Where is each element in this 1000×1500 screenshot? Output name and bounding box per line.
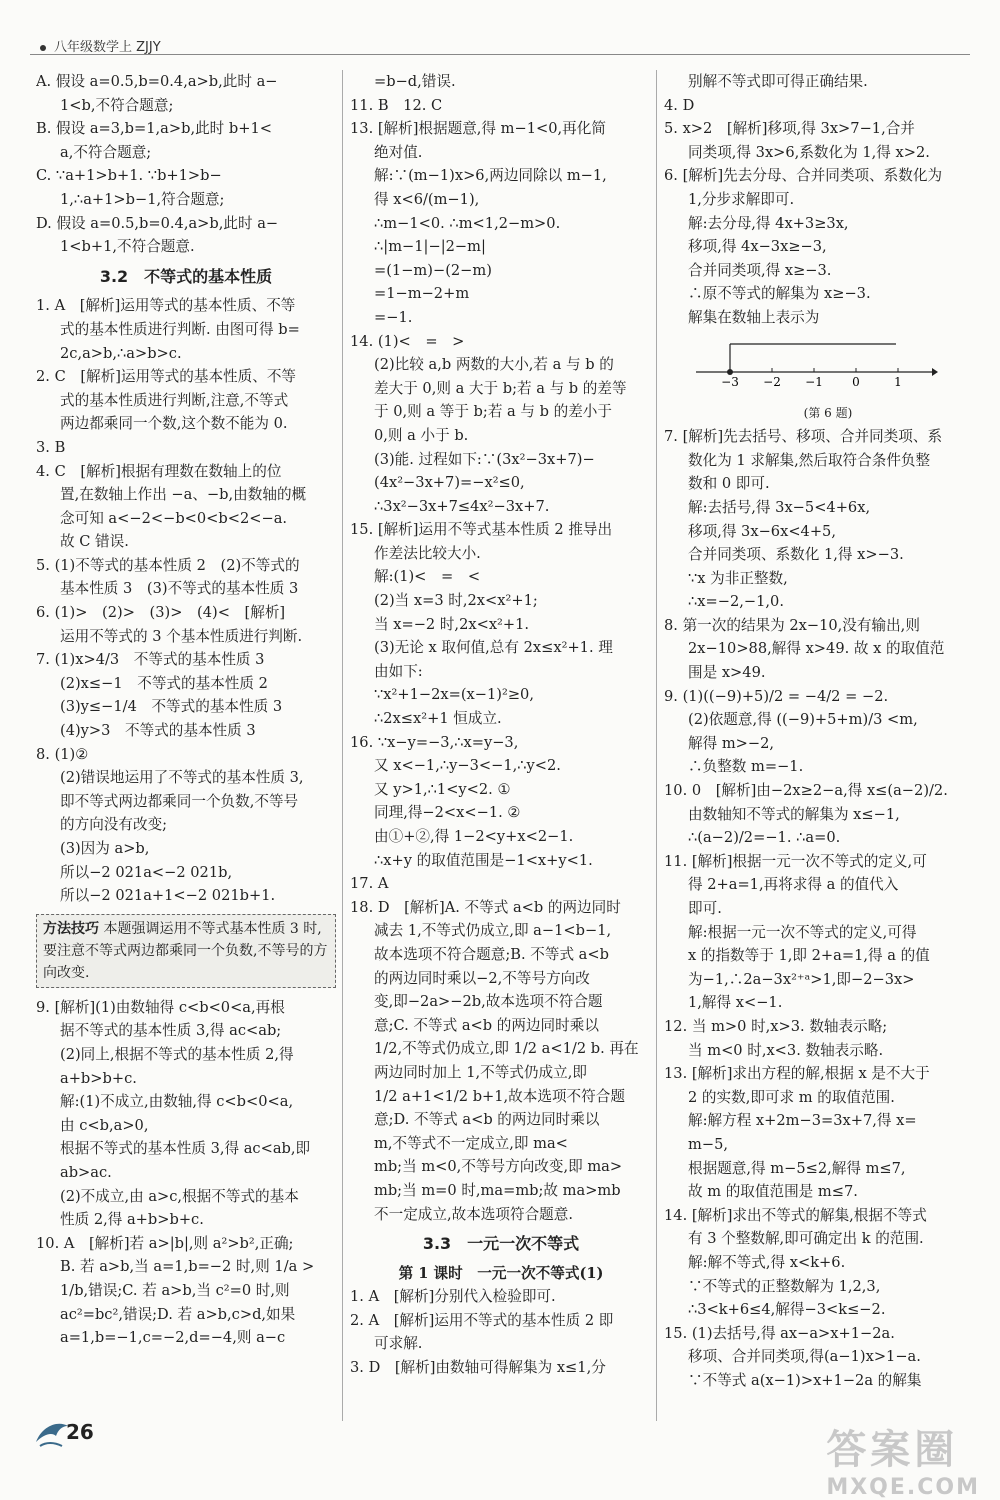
- answer-line: 解:∵(m−1)x>6,两边同除以 m−1,: [374, 167, 607, 185]
- answer-line: 基本性质 3 (3)不等式的基本性质 3: [60, 580, 299, 598]
- answer-block: [36, 294, 336, 907]
- answer-line: (2)同上,根据不等式的基本性质 2,得: [60, 1045, 294, 1063]
- answer-line: 意;D. 不等式 a<b 的两边同时乘以: [374, 1111, 600, 1129]
- answer-line: 15. (1)去括号,得 ax−a>x+1−2a.: [664, 1324, 895, 1342]
- answer-line: 念可知 a<−2<−b<0<b<2<−a.: [60, 509, 288, 527]
- answer-line: 10. 0 [解析]由−2x≥2−a,得 x≤(a−2)/2.: [664, 782, 948, 800]
- header-rule: [30, 54, 970, 55]
- answer-line: 式的基本性质进行判断. 由图可得 b=: [60, 320, 300, 338]
- answer-line: 意;C. 不等式 a<b 的两边同时乘以: [374, 1016, 599, 1034]
- answer-line: ∴(a−2)/2=−1. ∴a=0.: [688, 829, 841, 847]
- answer-line: 两边同时加上 1,不等式仍成立,即: [374, 1063, 587, 1081]
- answer-line: 9. [解析](1)由数轴得 c<b<0<a,再根: [36, 998, 285, 1016]
- answer-line: 1. A [解析]运用等式的基本性质、不等: [36, 297, 296, 315]
- answer-line: 数化为 1 求解集,然后取符合条件负整: [688, 451, 931, 469]
- answer-line: 解:解不等式,得 x<k+6.: [688, 1253, 846, 1271]
- answer-line: 8. 第一次的结果为 2x−10,没有输出,则: [664, 616, 920, 634]
- answer-line: 7. [解析]先去括号、移项、合并同类项、系: [664, 428, 943, 446]
- answer-line: mb;当 m=0 时,ma=mb;故 ma>mb: [374, 1181, 621, 1199]
- answer-line: 当 m<0 时,x<3. 数轴表示略.: [688, 1041, 884, 1059]
- answer-line: 差大于 0,则 a 大于 b;若 a 与 b 的差等: [374, 379, 627, 397]
- answer-line: a+b>b+c.: [60, 1069, 137, 1087]
- answer-line: 式的基本性质进行判断,注意,不等式: [60, 391, 289, 409]
- answer-line: 解:(1)不成立,由数轴,得 c<b<0<a,: [60, 1093, 294, 1111]
- answer-line: 可求解.: [374, 1335, 423, 1353]
- answer-line: 得 x<6/(m−1),: [374, 190, 480, 208]
- answer-line: 解:去括号,得 3x−5<4+6x,: [688, 498, 871, 516]
- answer-block: [664, 425, 968, 1392]
- answer-line: 所以−2 021a<−2 021b,: [60, 863, 233, 881]
- answer-line: 13. [解析]求出方程的解,根据 x 是不大于: [664, 1065, 930, 1083]
- answer-line: a,不符合题意;: [60, 143, 152, 161]
- answer-line: (2)比较 a,b 两数的大小,若 a 与 b 的: [374, 356, 614, 374]
- answer-line: 据不等式的基本性质 3,得 ac<ab;: [60, 1022, 282, 1040]
- figure-caption: (第 6 题): [803, 405, 853, 420]
- answer-line: ∴3<k+6≤4,解得−3<k≤−2.: [688, 1301, 886, 1319]
- answer-line: 由如下:: [374, 662, 423, 680]
- answer-line: 6. [解析]先去分母、合并同类项、系数化为: [664, 167, 943, 185]
- answer-line: 得 2+a=1,再将求得 a 的值代入: [688, 876, 899, 894]
- answer-line: ∴负整数 m=−1.: [688, 758, 804, 776]
- answer-line: 由①+②,得 1−2<y+x<2−1.: [374, 828, 574, 845]
- running-header: [40, 36, 161, 55]
- answer-line: 解集在数轴上表示为: [688, 308, 820, 326]
- answer-line: 14. [解析]求出不等式的解集,根据不等式: [664, 1206, 927, 1224]
- answer-line: ∵x²+1−2x=(x−1)²≥0,: [374, 686, 534, 704]
- answer-line: 解:解方程 x+2m−3=3x+7,得 x=: [688, 1112, 917, 1130]
- answer-block: [350, 1285, 652, 1379]
- answer-line: 1. A [解析]分别代入检验即可.: [350, 1288, 556, 1306]
- answer-line: 解:去分母,得 4x+3≥3x,: [688, 214, 849, 232]
- answer-line: ∴x+y 的取值范围是−1<x+y<1.: [374, 851, 593, 869]
- answer-line: ∴原不等式的解集为 x≥−3.: [688, 285, 871, 303]
- answer-line: ∴x=−2,−1,0.: [688, 593, 784, 611]
- watermark-main: 答案圈: [826, 1427, 959, 1473]
- answer-line: 1/2 a+1<1/2 b+1,故本选项不符合题: [374, 1087, 625, 1105]
- answer-line: 2 的实数,即可求 m 的取值范围.: [688, 1088, 895, 1106]
- header-title: 八年级数学上 ZJJY: [54, 40, 161, 55]
- answer-line: 合并同类项、系数化 1,得 x>−3.: [688, 546, 904, 564]
- answer-block-pre: [36, 70, 336, 259]
- answer-line: ∴|m−1|−|2−m|: [374, 238, 486, 256]
- answer-line: 9. (1)((−9)+5)/2 = −4/2 = −2.: [664, 687, 889, 705]
- answer-block: [36, 996, 336, 1350]
- answer-line: 所以−2 021a+1<−2 021b+1.: [60, 887, 276, 905]
- answer-line: m,不等式不一定成立,即 ma<: [374, 1134, 568, 1152]
- answer-line: 于 0,则 a 等于 b;若 a 与 b 的差小于: [374, 403, 612, 421]
- column-right: [664, 70, 968, 1392]
- answer-line: 1,分步求解即可.: [688, 190, 795, 208]
- answer-line: (4)y>3 不等式的基本性质 3: [60, 722, 256, 740]
- answer-line: 13. [解析]根据题意,得 m−1<0,再化简: [350, 120, 606, 138]
- tip-title: 方法技巧: [43, 920, 99, 937]
- number-line-figure: [688, 332, 968, 402]
- answer-line: 0,则 a 小于 b.: [374, 426, 469, 444]
- answer-line: 同类项,得 3x>6,系数化为 1,得 x>2.: [688, 143, 930, 161]
- answer-line: D. 假设 a=0.5,b=0.4,a>b,此时 a−: [36, 214, 279, 232]
- answer-line: x 的指数等于 1,即 2+a=1,得 a 的值: [688, 947, 930, 965]
- answer-line: 15. [解析]运用不等式基本性质 2 推导出: [350, 521, 613, 539]
- answer-line: (2)错误地运用了不等式的基本性质 3,: [60, 769, 304, 787]
- answer-line: ∴2x≤x²+1 恒成立.: [374, 710, 502, 728]
- page-number: 26: [66, 1420, 94, 1444]
- answer-line: 两边都乘同一个数,这个数不能为 0.: [60, 415, 288, 433]
- answer-line: 12. 当 m>0 时,x>3. 数轴表示略;: [664, 1017, 888, 1035]
- answer-line: 8. (1)②: [36, 745, 89, 763]
- arrow-icon: [932, 368, 938, 376]
- answer-line: ∵不等式 a(x−1)>x+1−2a 的解集: [688, 1371, 922, 1389]
- answer-line: 1,解得 x<−1.: [688, 994, 783, 1012]
- answer-line: 同理,得−2<x<−1. ②: [374, 804, 521, 822]
- answer-line: C. ∵a+1>b+1. ∵b+1>b−: [36, 167, 222, 185]
- answer-line: 变,即−2a>−2b,故本选项不符合题: [374, 993, 603, 1011]
- answer-line: 的两边同时乘以−2,不等号方向改: [374, 969, 590, 987]
- answer-line: (2)当 x=3 时,2x<x²+1;: [374, 592, 538, 610]
- answer-line: 5. x>2 [解析]移项,得 3x>7−1,合并: [664, 120, 915, 138]
- answer-line: (2)依题意,得 ((−9)+5+m)/3 <m,: [688, 711, 918, 729]
- answer-line: 根据不等式的基本性质 3,得 ac<ab,即: [60, 1140, 311, 1158]
- answer-line: 的方向没有改变;: [60, 816, 168, 834]
- answer-line: mb;当 m<0,不等号方向改变,即 ma>: [374, 1158, 623, 1176]
- answer-line: 17. A: [350, 875, 389, 893]
- method-tip-box: [36, 914, 336, 988]
- answer-line: ac²=bc²,错误;D. 若 a>b,c>d,如果: [60, 1305, 296, 1323]
- answer-line: =b−d,错误.: [374, 73, 456, 90]
- answer-line: B. 假设 a=3,b=1,a>b,此时 b+1<: [36, 120, 272, 138]
- answer-line: 为−1,∴2a−3x²⁺ᵃ>1,即−2−3x>: [688, 970, 915, 988]
- watermark: [826, 1418, 980, 1500]
- answer-line: 解:(1)< = <: [374, 568, 481, 586]
- answer-line: 解:根据一元一次不等式的定义,可得: [688, 923, 917, 941]
- answer-line: (3)因为 a>b,: [60, 840, 150, 857]
- answer-line: a=1,b=−1,c=−2,d=−4,则 a−c: [60, 1329, 286, 1347]
- tick-label: 0: [852, 374, 860, 388]
- answer-line: 当 x=−2 时,2x<x²+1.: [374, 615, 530, 633]
- tip-text: 本题强调运用不等式基本性质 3 时,要注意不等式两边都乘同一个负数,不等号的方向改变.: [43, 920, 328, 981]
- answer-line: (3)能. 过程如下:∵(3x²−3x+7)−: [374, 450, 595, 468]
- answer-line: 故 C 错误.: [60, 533, 129, 551]
- answer-line: B. 若 a>b,当 a=1,b=−2 时,则 1/a >: [60, 1258, 315, 1276]
- answer-line: =(1−m)−(2−m): [374, 261, 492, 279]
- answer-line: 2. C [解析]运用等式的基本性质、不等: [36, 368, 297, 386]
- answer-line: 故本选项不符合题意;B. 不等式 a<b: [374, 945, 609, 963]
- answer-line: (3)y≤−1/4 不等式的基本性质 3: [60, 698, 283, 716]
- tick-label: 1: [894, 374, 902, 388]
- answer-line: 14. (1)< = >: [350, 332, 465, 350]
- tick-label: −1: [805, 374, 823, 388]
- answer-line: ∵x 为非正整数,: [688, 569, 788, 587]
- answer-block: [350, 70, 652, 1226]
- answer-block: [664, 70, 968, 330]
- answer-line: (3)无论 x 取何值,总有 2x≤x²+1. 理: [374, 639, 613, 657]
- answer-line: 又 x<−1,∴y−3<−1,∴y<2.: [374, 757, 561, 775]
- lesson-title: 第 1 课时 一元一次不等式(1): [398, 1264, 604, 1282]
- column-left: [36, 70, 336, 1350]
- answer-line: (4x²−3x+7)=−x²≤0,: [374, 474, 525, 492]
- answer-line: ab>ac.: [60, 1163, 112, 1181]
- answer-line: 2x−10>88,解得 x>49. 故 x 的取值范: [688, 640, 945, 658]
- answer-line: 18. D [解析]A. 不等式 a<b 的两边同时: [350, 898, 621, 916]
- answer-line: 7. (1)x>4/3 不等式的基本性质 3: [36, 651, 265, 669]
- answer-line: 运用不等式的 3 个基本性质进行判断.: [60, 627, 303, 645]
- section-title: 3.2 不等式的基本性质: [99, 266, 273, 286]
- answer-line: 1/2,不等式仍成立,即 1/2 a<1/2 b. 再在: [374, 1040, 639, 1058]
- answer-line: 10. A [解析]若 a>|b|,则 a²>b²,正确;: [36, 1234, 294, 1252]
- answer-line: 1<b+1,不符合题意.: [60, 238, 195, 256]
- answer-line: m−5,: [688, 1135, 728, 1153]
- watermark-site: MXQE.COM: [826, 1475, 980, 1500]
- answer-line: 6. (1)> (2)> (3)> (4)< [解析]: [36, 604, 286, 622]
- answer-line: 绝对值.: [374, 143, 423, 161]
- answer-line: 5. (1)不等式的基本性质 2 (2)不等式的: [36, 556, 300, 574]
- answer-line: 1<b,不符合题意;: [60, 96, 174, 114]
- answer-line: A. 假设 a=0.5,b=0.4,a>b,此时 a−: [36, 73, 278, 90]
- tick-label: −2: [763, 374, 781, 388]
- answer-line: 解得 m>−2,: [688, 734, 775, 752]
- answer-line: =1−m−2+m: [374, 285, 470, 303]
- answer-line: ∴m−1<0. ∴m<1,2−m>0.: [374, 214, 561, 232]
- answer-line: 3. D [解析]由数轴可得解集为 x≤1,分: [350, 1359, 606, 1377]
- answer-line: 由 c<b,a>0,: [60, 1116, 149, 1134]
- answer-line: ∵不等式的正整数解为 1,2,3,: [688, 1277, 881, 1295]
- answer-line: 减去 1,不等式仍成立,即 a−1<b−1,: [374, 922, 612, 940]
- answer-line: 根据题意,得 m−5≤2,解得 m≤7,: [688, 1159, 906, 1177]
- answer-line: 2. A [解析]运用不等式的基本性质 2 即: [350, 1311, 614, 1329]
- answer-line: 作差法比较大小.: [374, 544, 481, 562]
- answer-line: 移项,得 4x−3x≥−3,: [688, 238, 827, 256]
- answer-line: 合并同类项,得 x≥−3.: [688, 261, 832, 279]
- answer-line: 性质 2,得 a+b>b+c.: [60, 1211, 204, 1229]
- answer-line: 4. C [解析]根据有理数在数轴上的位: [36, 462, 282, 480]
- answer-line: 又 y>1,∴1<y<2. ①: [374, 780, 511, 798]
- answer-line: 移项,得 3x−6x<4+5,: [688, 522, 836, 540]
- answer-line: ∴3x²−3x+7≤4x²−3x+7.: [374, 497, 550, 515]
- answer-line: 1/b,错误;C. 若 a>b,当 c²=0 时,则: [60, 1281, 290, 1299]
- answer-line: 11. [解析]根据一元一次不等式的定义,可: [664, 852, 927, 870]
- number-line-svg: [688, 332, 938, 388]
- answer-line: =−1.: [374, 308, 413, 326]
- answer-line: 故 m 的取值范围是 m≤7.: [688, 1183, 858, 1201]
- tick-label: −3: [721, 374, 739, 388]
- answer-line: 16. ∵x−y=−3,∴x=y−3,: [350, 733, 519, 751]
- answer-line: 别解不等式即可得正确结果.: [688, 73, 868, 90]
- answer-line: 数和 0 即可.: [688, 475, 770, 493]
- answer-line: 不一定成立,故本选项符合题意.: [374, 1205, 573, 1223]
- answer-line: 2c,a>b,∴a>b>c.: [60, 344, 182, 362]
- column-divider: [342, 70, 343, 1421]
- section-title: 3.3 一元一次不等式: [422, 1234, 580, 1254]
- column-divider: [656, 70, 657, 1421]
- answer-line: 1,∴a+1>b−1,符合题意;: [60, 190, 225, 208]
- answer-line: 3. B: [36, 438, 66, 456]
- answer-line: 围是 x>49.: [688, 664, 766, 682]
- answer-line: 4. D: [664, 96, 695, 114]
- answer-line: (2)不成立,由 a>c,根据不等式的基本: [60, 1187, 299, 1205]
- answer-line: 有 3 个整数解,即可确定出 k 的范围.: [688, 1230, 924, 1248]
- column-middle: [350, 70, 652, 1380]
- answer-line: 即不等式两边都乘同一个负数,不等号: [60, 792, 299, 810]
- answer-line: 即可.: [688, 900, 722, 917]
- answer-line: 11. B 12. C: [350, 96, 443, 114]
- answer-line: 由数轴知不等式的解集为 x≤−1,: [688, 805, 900, 823]
- bullet-icon: [40, 45, 46, 51]
- answer-line: 置,在数轴上作出 −a、−b,由数轴的概: [60, 486, 307, 504]
- answer-line: 移项、合并同类项,得(a−1)x>1−a.: [688, 1348, 921, 1366]
- answer-line: (2)x≤−1 不等式的基本性质 2: [60, 674, 268, 692]
